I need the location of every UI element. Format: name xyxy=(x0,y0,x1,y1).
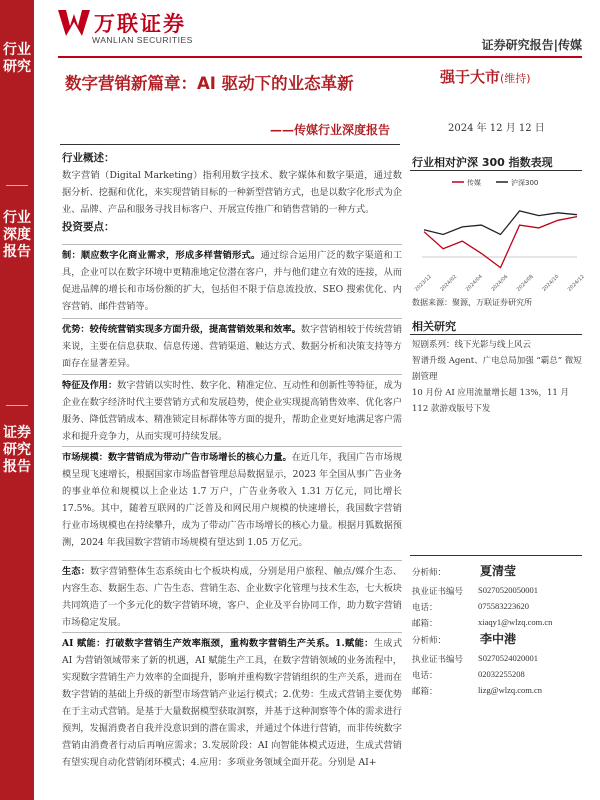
report-type: 证券研究报告|传媒 xyxy=(481,38,582,52)
report-date: 2024 年 12 月 12 日 xyxy=(448,123,545,134)
sidebar-divider xyxy=(6,185,28,186)
brand-name-en: WANLIAN SECURITIES xyxy=(92,35,193,45)
related-heading: 相关研究 xyxy=(412,320,456,333)
point-item xyxy=(62,321,402,372)
analyst-cert-number: S0270520050001 xyxy=(478,585,538,595)
sidebar xyxy=(0,0,34,800)
analyst-phone: 075583223620 xyxy=(478,601,529,611)
sidebar-divider xyxy=(6,405,28,406)
analyst-phone-label: 电话： xyxy=(412,671,438,681)
point-head: 市场规模：数字营销成为带动广告市场增长的核心力量。 xyxy=(62,452,292,463)
analyst-phone-label: 电话： xyxy=(412,603,438,613)
point-text: 在近几年，我国广告市场规模呈现飞速增长，根据国家市场监督管理总局数据显示，2023 年全国从事广告业务的事业单位和规模以上企业达 1.7 万户，广告业务收入 1.31 万亿元，同比增长 17.5%。其中，随着互联网的广泛普及和网民用户规模的快速增长，我国数字营销行业市场规模也在持续攀升，成为了带动广告市场增长的核心力量。根据月狐数据预测，2024 年我国数字营销市场规模有望达到 1.05 万亿元。 xyxy=(62,452,403,548)
series-line-1 xyxy=(424,211,577,235)
sidebar-label-securities-report: 证券研究报告 xyxy=(3,425,31,475)
rating: 强于大市(维持) xyxy=(440,68,531,86)
analyst-cert-label: 执业证书编号 xyxy=(412,587,464,597)
point-head: AI 赋能：打破数字营销生产效率瓶颈，重构数字营销生产关系。1.赋能： xyxy=(62,638,374,649)
related-item[interactable]: 10 月份 AI 应用流量增长超 13%，11 月 112 款游戏版号下发 xyxy=(412,388,570,414)
series-line-0 xyxy=(424,217,577,268)
legend-label-media: 传媒 xyxy=(467,179,481,187)
point-text: 生成式 AI 为营销领域带来了新的机遇，AI 赋能生产工具，在数字营销领域的业务流程中，实现数字营销生产力效率的全面提升，影响并重构数字营销组织的生产关系，进而在数字营销的基础上升级的新型市场营销产业运行模式；2.优势：生成式营销主要优势在于主动式营销。是基于大量数据模型获取洞察，并基于这种洞察等个体的需求进行预判，发掘消费者自我并没意识到的潜在需求，并通过个体进行营销，而非传统数字营销由消费者行动后再响应需求；3.发展阶段：AI 向智能体模式迈进，生成式营销有望实现自动化营销闭环模式；4.应用：多项业务领域全面开花。分别是 AI+ xyxy=(62,638,403,768)
analyst-cert-label: 执业证书编号 xyxy=(412,655,464,665)
overview-section xyxy=(62,150,402,236)
analyst-email-label: 邮箱： xyxy=(412,619,438,629)
brand-name: 万联证券 xyxy=(94,12,186,36)
point-head: 制：顺应数字化商业需求，形成多样营销形式。 xyxy=(62,250,261,261)
point-head: 优势：较传统营销实现多方面升级，提高营销效果和效率。 xyxy=(62,324,301,335)
sidebar-label-deep-report: 行业深度报告 xyxy=(3,210,31,260)
analyst-name: 李中港 xyxy=(480,632,517,646)
section-divider xyxy=(62,318,402,319)
analyst-phone: 02032255208 xyxy=(478,669,525,679)
section-divider xyxy=(62,446,402,447)
relative-performance-chart xyxy=(412,172,586,293)
related-item[interactable]: 智谱升级 Agent、广电总局加强 “霸总” 微短剧管理 xyxy=(412,356,582,382)
section-divider xyxy=(62,374,402,375)
title-divider xyxy=(60,144,400,145)
section-divider xyxy=(62,244,402,245)
x-tick-label: 2024/08 xyxy=(515,273,535,293)
rating-note: (维持) xyxy=(500,72,531,85)
analyst-label: 分析师： xyxy=(412,568,447,578)
sidebar-label-industry-research: 行业研究 xyxy=(3,42,31,75)
x-tick-label: 2024/02 xyxy=(439,273,459,293)
chart-legend xyxy=(452,178,538,187)
chart-title-divider xyxy=(410,170,582,171)
related-item[interactable]: 短剧系列：线下光影与线上风云 xyxy=(412,340,532,350)
x-tick-label: 2024/12 xyxy=(566,273,586,293)
chart-lines xyxy=(424,211,577,268)
chart-x-ticks xyxy=(414,274,586,293)
point-text: 数字营销以实时性、数字化、精准定位、互动性和创新性等特征，成为企业在数字经济时代主要营销方式和发展趋势，使企业实现提高销售效率、优化客户服务、降低营销成本、精准锁定目标群体等方面的提升，帮助企业更好地满足客户需求和提升竞争力，从而实现可持续发展。 xyxy=(62,380,403,442)
chart-source: 数据来源：聚源，万联证券研究所 xyxy=(412,298,532,307)
header-divider xyxy=(58,56,582,58)
analyst-email[interactable]: lizg@wlzq.com.cn xyxy=(478,685,543,695)
analyst-label: 分析师： xyxy=(412,636,447,646)
analyst-email-label: 邮箱： xyxy=(412,687,438,697)
point-text: 通过综合运用广泛的数字渠道和工具，企业可以在数字环境中更精准地定位潜在客户，并与他们建立有效的连接，从而促进品牌的增长和市场份额的扩大，包括但不限于信息流投放、SEO 搜索优化、内容营销、邮件营销等。 xyxy=(62,250,403,312)
point-item xyxy=(62,449,402,551)
x-tick-label: 2024/10 xyxy=(541,273,561,293)
chart-title: 行业相对沪深 300 指数表现 xyxy=(412,156,553,169)
x-tick-label: 2024/06 xyxy=(490,273,510,293)
report-title: 数字营销新篇章：AI 驱动下的业态革新 xyxy=(65,74,354,93)
analyst-divider xyxy=(410,555,582,556)
analyst-name: 夏清莹 xyxy=(480,564,517,578)
point-text: 数字营销相较于传统营销来说，主要在信息获取、信息传递、营销渠道、触达方式、数据分析和决策支持等方面存在显著差异。 xyxy=(62,324,403,369)
x-tick-label: 2024/04 xyxy=(464,273,484,293)
report-subtitle: ——传媒行业深度报告 xyxy=(270,123,391,137)
point-text: 数字营销整体生态系统由七个板块构成，分别是用户旅程、触点/媒介生态、内容生态、数据生态、广告生态、营销生态、企业数字化管理与技术生态，七大板块共同筑造了一个多元化的数字营销环境，客户、企业及平台协同工作，助力数字营销市场稳定发展。 xyxy=(62,566,402,628)
wanlian-logo-icon xyxy=(58,10,90,36)
points-heading: 投资要点： xyxy=(62,221,115,233)
section-divider xyxy=(62,560,402,561)
point-item xyxy=(62,377,402,445)
legend-label-hs300: 沪深300 xyxy=(511,179,539,187)
analyst-email[interactable]: xiaqy1@wlzq.com.cn xyxy=(478,617,553,627)
point-item xyxy=(62,247,402,315)
point-item xyxy=(62,563,402,631)
x-tick-label: 2023/12 xyxy=(413,273,433,293)
section-divider xyxy=(62,632,402,633)
point-item xyxy=(62,635,402,795)
overview-text: 数字营销（Digital Marketing）指利用数字技术、数字媒体和数字渠道，通过数据分析、挖掘和优化，来实现营销目标的一种新型营销方式，也是以数字化形式为企业、品牌、产品和服务寻找目标客户、开展宣传推广和销售营销的一种方式。 xyxy=(62,170,402,215)
related-divider xyxy=(410,334,582,335)
analyst-cert-number: S0270524020001 xyxy=(478,653,538,663)
overview-heading: 行业概述： xyxy=(62,152,115,164)
point-head: 生态： xyxy=(62,566,91,577)
point-head: 特征及作用： xyxy=(62,380,118,391)
